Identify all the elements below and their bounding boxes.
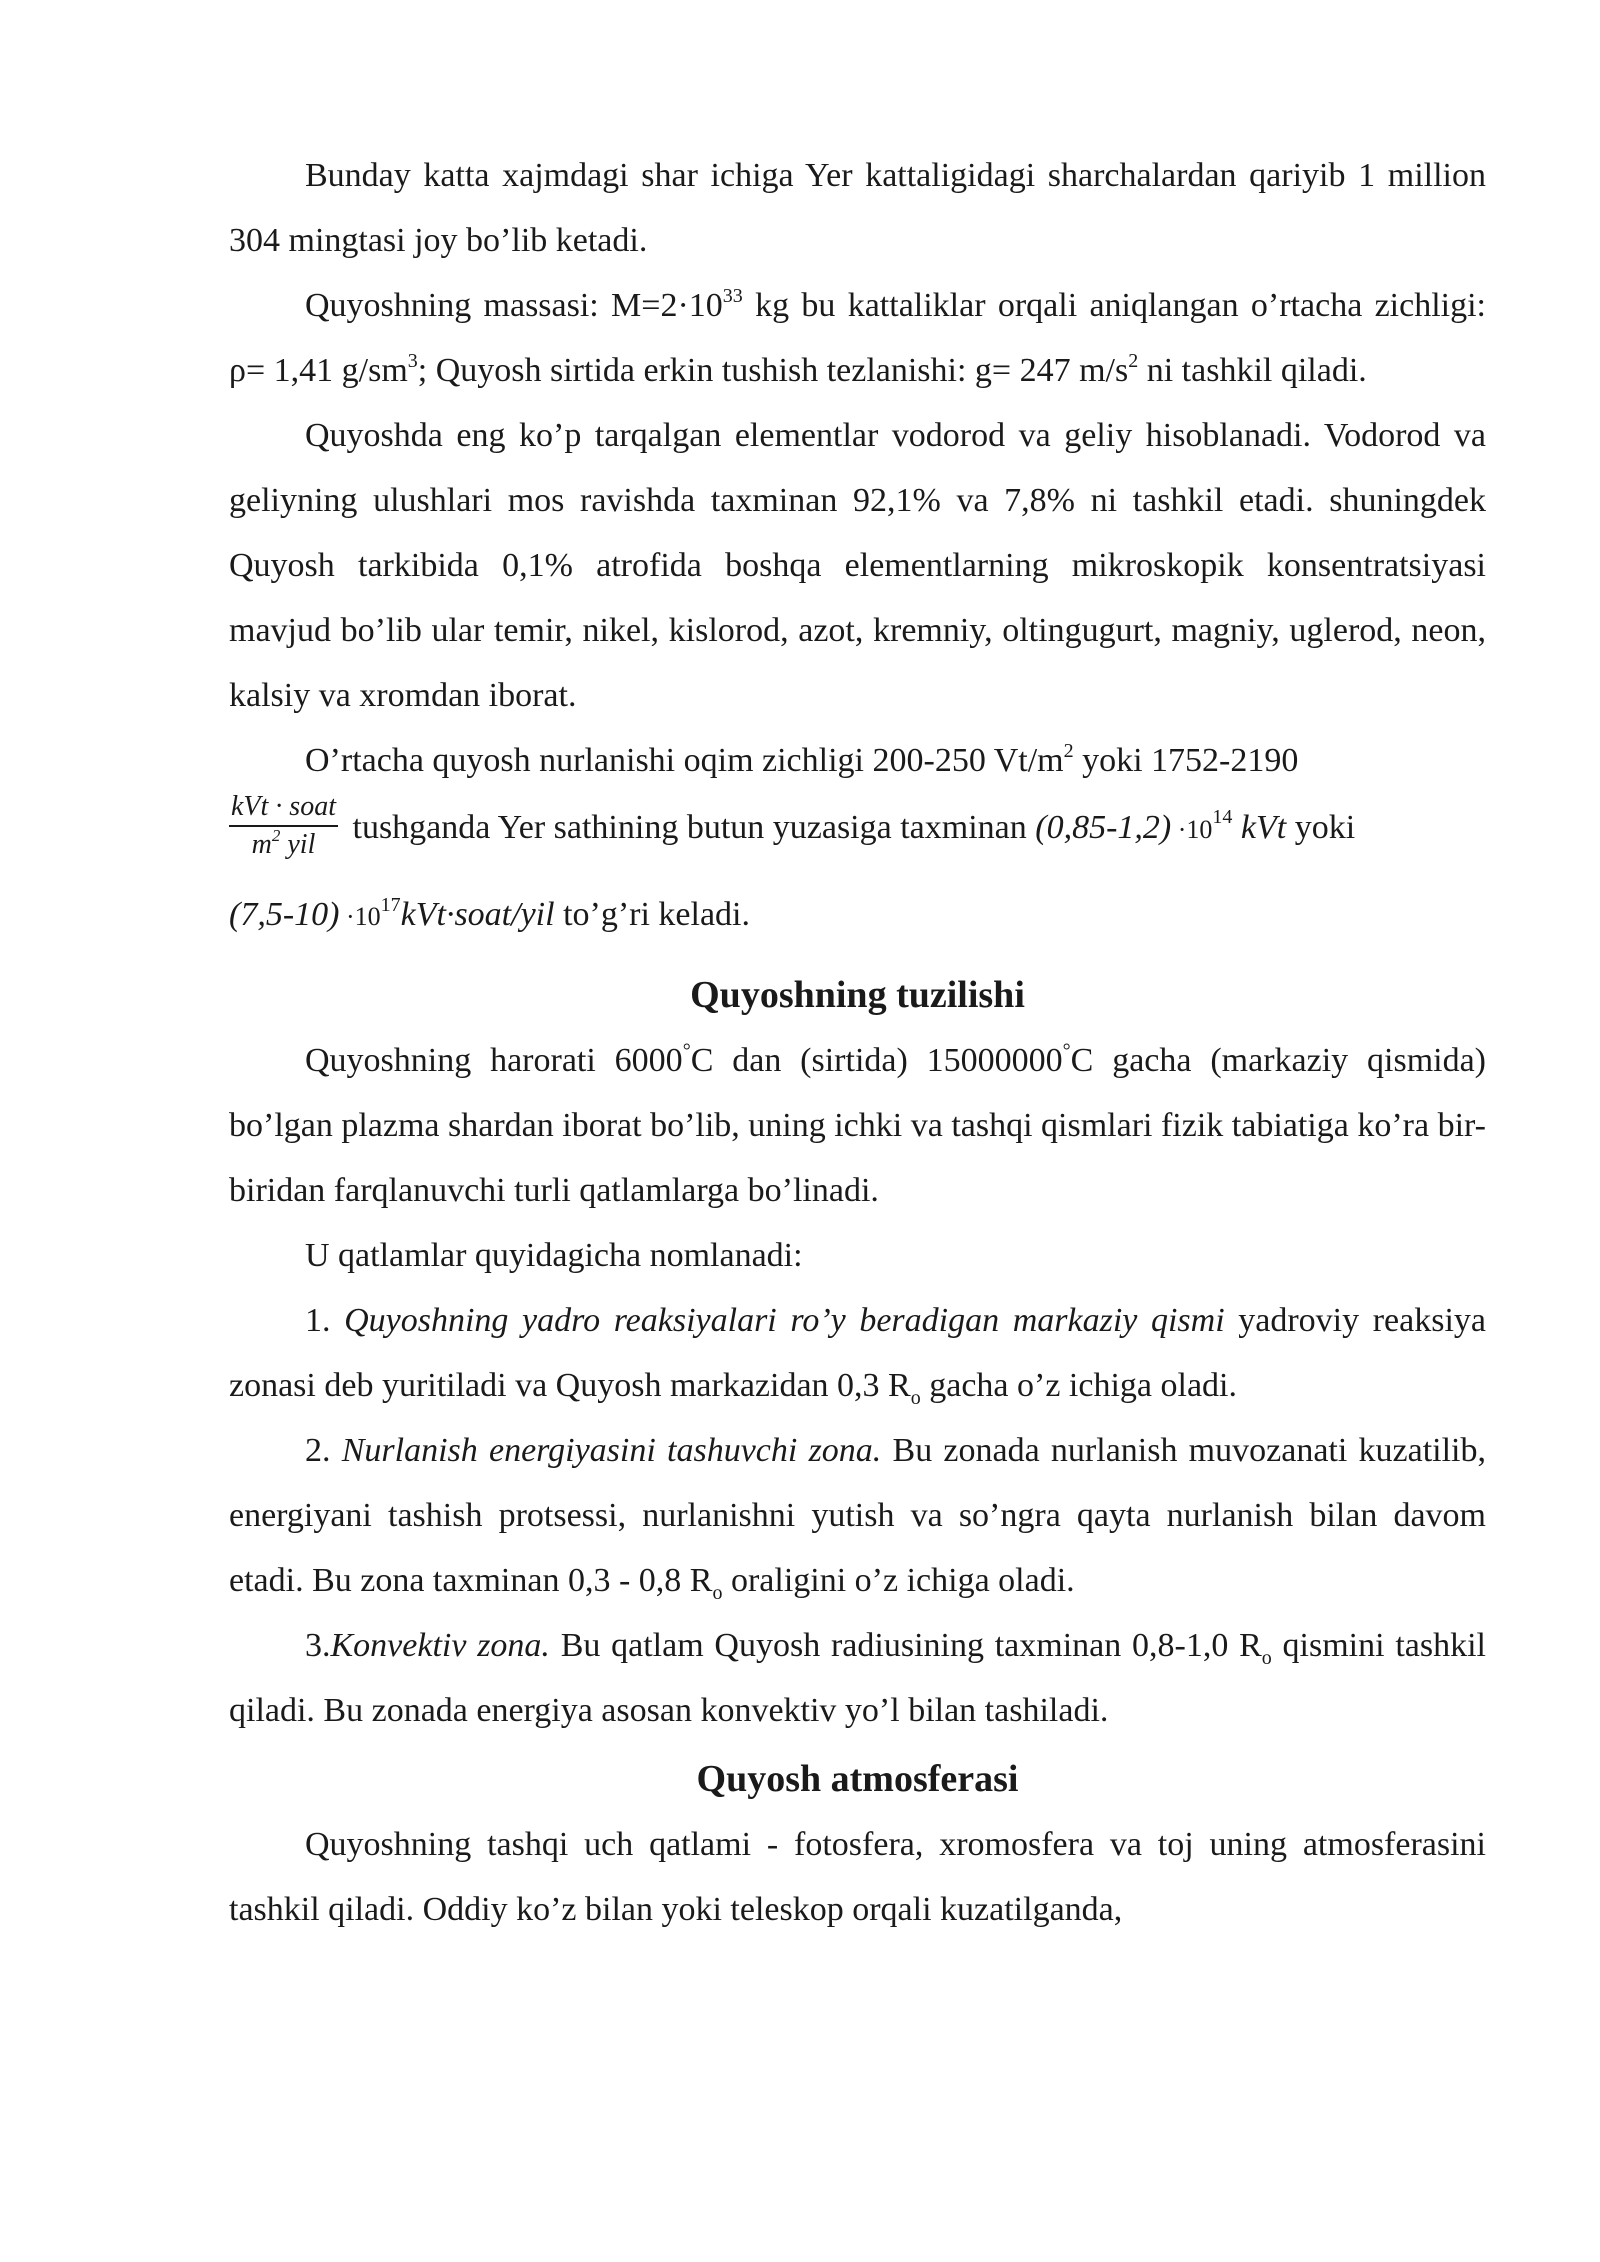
radiation-text-c: tushganda Yer sathining butun yuzasiga taxminan [344, 808, 1036, 846]
paragraph-temperature: Quyoshning harorati 6000°C dan (sirtida) 15000000°C gacha (markaziy qismida) bo’lgan plazma shardan iborat bo’lib, uning ichki va tashqi qismlari fizik tabiatiga ko’ra bir-biridan farqlanuvchi turli qatlamlarga bo’linadi. [229, 1039, 1486, 1209]
paragraph-radiation [229, 728, 1486, 949]
paragraph-layers-intro: U qatlamlar quyidagicha nomlanadi: [305, 1237, 803, 1274]
fraction-denominator: $m^2$ yil [251, 825, 316, 860]
mass-text-d: ; Quyosh sirtida erkin tushish tezlanishi: g= 247 m/s [417, 352, 1129, 389]
mass-text-e: ni tashkil qiladi. [1138, 352, 1367, 389]
list-item-radiative-zone: 2. Nurlanish energiyasini tashuvchi zona. Bu zonada nurlanish muvozanati kuzatilib, energiyani tashish protsessi, nurlanishni yutish va so’ngra qayta nurlanish bilan davom etadi. Bu zona taxminan 0,3 - 0,8 $R_o$ oraligini o’z ichiga oladi. [229, 1432, 1486, 1604]
document-page [229, 143, 1486, 1942]
list-item-core: 1. Quyoshning yadro reaksiyalari ro’y beradigan markaziy qismi yadroviy reaksiya zonasi deb yuritiladi va Quyosh markazidan 0,3 $R_o$ gacha o’z ichiga oladi. [229, 1302, 1486, 1409]
density-exponent: 3 [407, 349, 418, 372]
degree-symbol-2: ° [1062, 1039, 1071, 1062]
convective-term: Konvektiv zona. [330, 1627, 550, 1664]
radiation-mul1: ·10 [1171, 814, 1213, 844]
radiation-text-e: to’g’ri keladi. [554, 896, 750, 933]
radiative-term: Nurlanish energiyasini tashuvchi zona. [341, 1432, 882, 1469]
radiation-exp2: 14 [1212, 806, 1233, 829]
radiation-text-d: yoki [1286, 808, 1356, 846]
gravity-exponent: 2 [1128, 349, 1139, 372]
mass-text-b: 10 [688, 287, 723, 324]
paragraph-sphere-volume: Bunday katta xajmdagi shar ichiga Yer kattaligidagi sharchalardan qariyib 1 million 304 mingtasi joy bo’lib ketadi. [229, 157, 1486, 259]
paragraph-elements: Quyoshda eng ko’p tarqalgan elementlar vodorod va geliy hisoblanadi. Vodorod va geliyning ulushlari mos ravishda taxminan 92,1% va 7,8% ni tashkil etadi. shuningdek Quyosh tarkibida 0,1% atrofida boshqa elementlarning mikroskopik konsentratsiyasi mavjud bo’lib ular temir, nikel, kislorod, azot, kremniy, oltingugurt, magniy, uglerod, neon, kalsiy va xromdan iborat. [229, 417, 1486, 714]
radiation-exp3: 17 [380, 893, 401, 916]
paragraph-sun-mass [229, 273, 1486, 403]
heading-sun-atmosphere: Quyosh atmosferasi [696, 1758, 1019, 1800]
heading-sun-structure: Quyoshning tuzilishi [690, 974, 1025, 1016]
mass-text-c: kg bu kattaliklar orqali aniqlangan o’rtacha zichligi: ρ= 1,41 g/sm [229, 287, 1486, 389]
radiation-exp1: 2 [1063, 739, 1074, 762]
radiation-range2: (7,5-10) [229, 896, 340, 933]
radiation-mul2: ·10 [339, 902, 381, 931]
radiation-text-b: yoki 1752-2190 [1073, 742, 1299, 779]
unit-fraction [229, 789, 338, 863]
radiation-unit1: kVt [1232, 808, 1287, 846]
mass-dot: · [677, 287, 689, 324]
radiation-unit2: kVt·soat/yil [400, 896, 555, 933]
list-item-convective-zone: 3.Konvektiv zona. Bu qatlam Quyosh radiusining taxminan 0,8-1,0 $R_o$ qismini tashkil qiladi. Bu zonada energiya asosan konvektiv yo’l bilan tashiladi. [229, 1627, 1486, 1729]
mass-exponent: 33 [722, 284, 743, 307]
core-term: Quyoshning yadro reaksiyalari ro’y beradigan markaziy qismi [344, 1302, 1225, 1339]
sun-radius-sub-1: o [910, 1386, 921, 1409]
radiation-range1: (0,85-1,2) [1035, 808, 1172, 846]
sun-radius-sub-3: o [1261, 1646, 1272, 1669]
degree-symbol-1: ° [682, 1039, 691, 1062]
sun-radius-sub-2: o [712, 1581, 723, 1604]
radiation-text-a: O’rtacha quyosh nurlanishi oqim zichligi 200-250 Vt/m [305, 742, 1064, 779]
paragraph-atmosphere: Quyoshning tashqi uch qatlami - fotosfera, xromosfera va toj uning atmosferasini tashkil qiladi. Oddiy ko’z bilan yoki teleskop orqali kuzatilganda, [229, 1826, 1486, 1928]
mass-text-a: Quyoshning massasi: M=2 [305, 287, 678, 324]
fraction-numerator: kVt · soat [229, 789, 338, 827]
